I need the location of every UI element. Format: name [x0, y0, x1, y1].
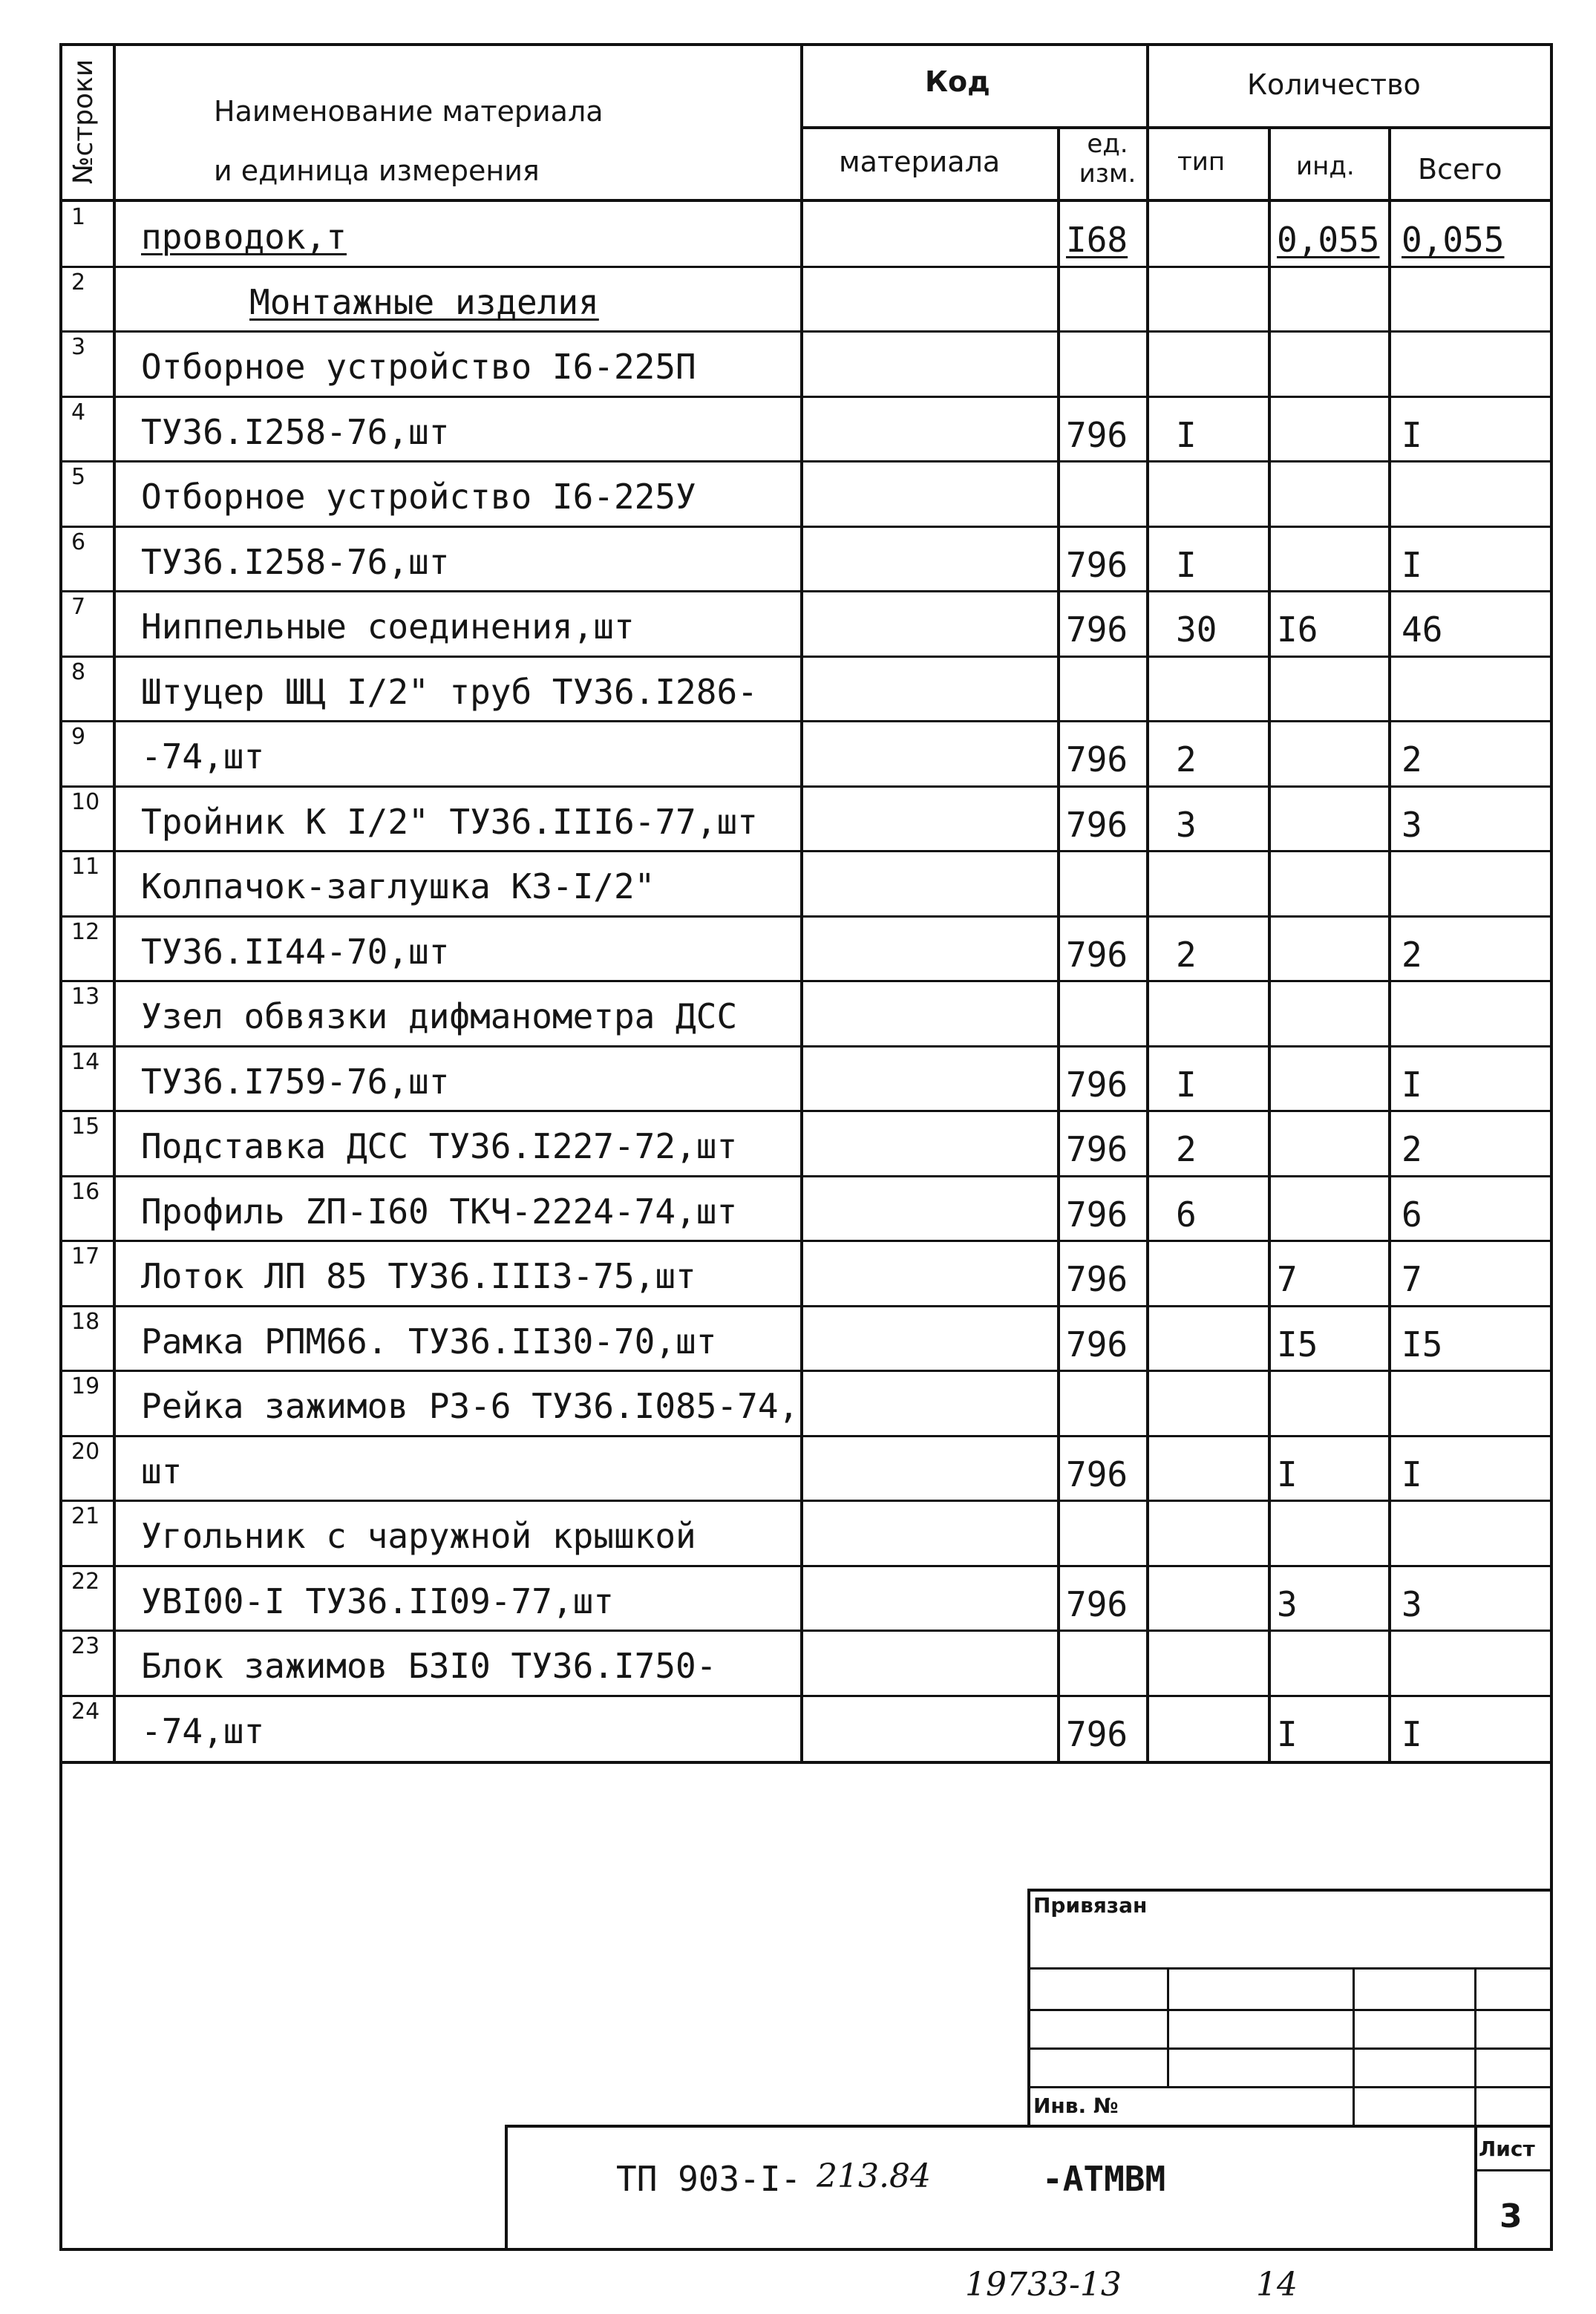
row-number: 3 [71, 334, 86, 360]
row-number: 21 [71, 1503, 100, 1529]
row-number: 7 [71, 594, 86, 620]
type-qty-cell: 2 [1176, 935, 1197, 975]
row-divider [59, 1565, 1553, 1567]
archive-page-handwritten: 14 [1256, 2266, 1298, 2304]
unit-code-cell: 796 [1066, 1584, 1128, 1624]
stamp-grid-col-1 [1167, 1967, 1169, 2086]
type-qty-cell: 6 [1176, 1194, 1197, 1235]
material-code-header: материала [839, 146, 1001, 178]
total-qty-cell: I [1402, 545, 1422, 585]
material-name-cell: Рамка РПМ66. ТУ36.II30-70,шт [141, 1321, 717, 1362]
header-subdivider [800, 126, 1551, 129]
row-number: 20 [71, 1439, 100, 1465]
row-number-header: №строки [68, 59, 99, 184]
material-name-cell: Рейка зажимов РЗ-6 ТУ36.I085-74, [141, 1386, 799, 1426]
table-right-border [1550, 43, 1553, 1762]
row-number: 16 [71, 1179, 100, 1205]
material-name-cell: Угольник с чаружной крышкой [141, 1516, 696, 1556]
total-qty-cell: 2 [1402, 935, 1422, 975]
row-divider [59, 1630, 1553, 1632]
row-divider [59, 460, 1553, 463]
material-name-cell: Узел обвязки дифманометра ДСС [141, 996, 738, 1036]
row-number: 11 [71, 854, 100, 880]
total-qty-cell: 2 [1402, 739, 1422, 779]
lower-left-border [59, 1761, 62, 2251]
row-number: 14 [71, 1049, 100, 1075]
unit-code-cell: 796 [1066, 1324, 1128, 1364]
unit-code-cell: 796 [1066, 1194, 1128, 1235]
material-name-cell: шт [141, 1451, 183, 1491]
table-left-border [59, 43, 62, 1762]
type-qty-cell: 2 [1176, 739, 1197, 779]
row-divider [59, 1175, 1553, 1177]
material-name-cell: Колпачок-заглушка КЗ-I/2" [141, 866, 655, 906]
unit-code-cell: 796 [1066, 415, 1128, 455]
row-divider [59, 1370, 1553, 1372]
material-name-cell: проводок,т [141, 217, 347, 257]
table-top-border [59, 43, 1553, 46]
unit-code-cell: 796 [1066, 1065, 1128, 1105]
row-divider [59, 330, 1553, 333]
archive-number-handwritten: 19733-13 [965, 2266, 1122, 2304]
privyazan-label: Привязан [1033, 1893, 1148, 1918]
total-qty-cell: 46 [1402, 609, 1443, 650]
material-name-cell: Отборное устройство I6-225У [141, 477, 696, 517]
total-qty-cell: I [1402, 1714, 1422, 1754]
name-header: Наименование материала и единица измерения [214, 95, 604, 187]
row-number: 12 [71, 919, 100, 945]
stamp-grid-col-2 [1353, 1967, 1355, 2125]
unit-code-cell: 796 [1066, 935, 1128, 975]
total-qty-cell: 6 [1402, 1194, 1422, 1235]
col-divider-ind [1388, 128, 1391, 1762]
material-name-cell: ТУ36.I759-76,шт [141, 1062, 450, 1102]
type-qty-cell: 3 [1176, 805, 1197, 845]
table-bottom-border [59, 1761, 1553, 1764]
sheet-bottom-border [59, 2248, 1553, 2251]
total-qty-cell: 3 [1402, 805, 1422, 845]
row-divider [59, 526, 1553, 528]
unit-code-header: ед. изм. [1079, 129, 1137, 189]
material-name-cell: ТУ36.I258-76,шт [141, 542, 450, 582]
lower-right-border [1550, 1761, 1553, 2251]
document-code-prefix: ТП 903-I- [616, 2159, 802, 2199]
unit-code-cell: 796 [1066, 545, 1128, 585]
total-qty-cell: I [1402, 1065, 1422, 1105]
row-number: 9 [71, 724, 86, 750]
row-divider [59, 915, 1553, 918]
row-divider [59, 656, 1553, 658]
unit-code-cell: 796 [1066, 1259, 1128, 1299]
row-number: 17 [71, 1243, 100, 1269]
unit-code-cell: 796 [1066, 1714, 1128, 1754]
quantity-group-header: Количество [1247, 68, 1421, 101]
row-number: 10 [71, 789, 100, 815]
row-number: 24 [71, 1699, 100, 1725]
doc-code-top-border [505, 2125, 1553, 2128]
col-divider-rowno [113, 43, 116, 1762]
total-qty-cell: 2 [1402, 1129, 1422, 1169]
row-number: 4 [71, 399, 86, 425]
total-qty-cell: I5 [1402, 1324, 1443, 1364]
section-heading: Монтажные изделия [249, 282, 599, 322]
row-number: 23 [71, 1633, 100, 1659]
ind-qty-cell: 3 [1277, 1584, 1298, 1624]
material-name-cell: Отборное устройство I6-225П [141, 347, 696, 387]
row-divider [59, 1695, 1553, 1697]
unit-code-cell: 796 [1066, 805, 1128, 845]
type-qty-cell: I [1176, 415, 1197, 455]
type-qty-cell: I [1176, 1065, 1197, 1105]
row-divider [59, 1305, 1553, 1307]
row-divider [59, 266, 1553, 268]
stamp-grid-col-3 [1474, 1967, 1476, 2125]
stamp-left-border [1027, 1889, 1030, 2126]
document-code-suffix: -АТМВМ [1042, 2159, 1166, 2199]
material-name-cell: Тройник К I/2" ТУ36.III6-77,шт [141, 802, 758, 842]
type-qty-cell: I [1176, 545, 1197, 585]
row-number: 5 [71, 464, 86, 490]
unit-code-cell: 796 [1066, 609, 1128, 650]
row-number: 13 [71, 984, 100, 1010]
col-divider-unit [1146, 43, 1149, 1762]
row-divider [59, 785, 1553, 788]
ind-qty-cell: I5 [1277, 1324, 1318, 1364]
material-name-cell: Лоток ЛП 85 ТУ36.III3-75,шт [141, 1256, 696, 1296]
col-divider-name [800, 43, 803, 1762]
total-qty-cell: 7 [1402, 1259, 1422, 1299]
row-divider [59, 396, 1553, 398]
material-name-cell: ТУ36.I258-76,шт [141, 412, 450, 452]
type-qty-cell: 30 [1176, 609, 1217, 650]
row-divider [59, 850, 1553, 852]
ind-qty-header: инд. [1296, 151, 1355, 181]
material-name-cell: УВI00-I ТУ36.II09-77,шт [141, 1581, 614, 1621]
doc-code-left-border [505, 2125, 508, 2249]
material-name-cell: Блок зажимов БЗI0 ТУ36.I750- [141, 1646, 717, 1686]
row-divider [59, 980, 1553, 982]
type-qty-cell: 2 [1176, 1129, 1197, 1169]
material-name-cell: -74,шт [141, 1711, 265, 1751]
material-name-cell: -74,шт [141, 736, 265, 777]
row-divider [59, 1435, 1553, 1437]
row-number: 1 [71, 204, 86, 230]
row-number: 22 [71, 1569, 100, 1595]
unit-code-cell: I68 [1066, 220, 1128, 260]
row-number: 8 [71, 659, 86, 685]
material-name-cell: Подставка ДСС ТУ36.I227-72,шт [141, 1126, 738, 1166]
document-code-handwritten: 213.84 [817, 2157, 931, 2195]
sheet-box-divider [1474, 2169, 1553, 2171]
row-number: 2 [71, 269, 86, 295]
row-number: 19 [71, 1373, 100, 1399]
material-name-cell: Профиль ZП-I60 ТКЧ-2224-74,шт [141, 1192, 738, 1232]
material-name-cell: ТУ36.II44-70,шт [141, 932, 450, 972]
row-divider [59, 1240, 1553, 1242]
sheet-label: Лист [1479, 2137, 1535, 2161]
sheet-number: 3 [1499, 2197, 1523, 2235]
ind-qty-cell: I [1277, 1714, 1298, 1754]
unit-code-cell: 796 [1066, 1454, 1128, 1494]
row-number: 18 [71, 1309, 100, 1335]
unit-code-cell: 796 [1066, 1129, 1128, 1169]
sheet-box-left-border [1474, 2125, 1477, 2249]
code-group-header: Код [925, 65, 990, 98]
ind-qty-cell: 7 [1277, 1259, 1298, 1299]
unit-code-cell: 796 [1066, 739, 1128, 779]
ind-qty-cell: I6 [1277, 609, 1318, 650]
material-name-cell: Штуцер ШЦ I/2" труб ТУ36.I286- [141, 672, 758, 712]
type-qty-header: тип [1177, 147, 1226, 177]
inventory-number-label: Инв. № [1033, 2094, 1119, 2118]
row-number: 6 [71, 529, 86, 555]
row-divider [59, 1045, 1553, 1047]
material-name-cell: Ниппельные соединения,шт [141, 607, 635, 647]
row-divider [59, 1500, 1553, 1502]
ind-qty-cell: 0,055 [1277, 220, 1380, 260]
col-divider-material [1057, 128, 1060, 1762]
row-divider [59, 720, 1553, 722]
row-number: 15 [71, 1114, 100, 1140]
row-divider [59, 1110, 1553, 1112]
row-divider [59, 590, 1553, 592]
stamp-top-border [1027, 1889, 1553, 1892]
total-qty-cell: I [1402, 415, 1422, 455]
total-qty-cell: I [1402, 1454, 1422, 1494]
total-qty-cell: 3 [1402, 1584, 1422, 1624]
total-qty-header: Всего [1418, 153, 1502, 186]
col-divider-type [1268, 128, 1271, 1762]
total-qty-cell: 0,055 [1402, 220, 1505, 260]
ind-qty-cell: I [1277, 1454, 1298, 1494]
